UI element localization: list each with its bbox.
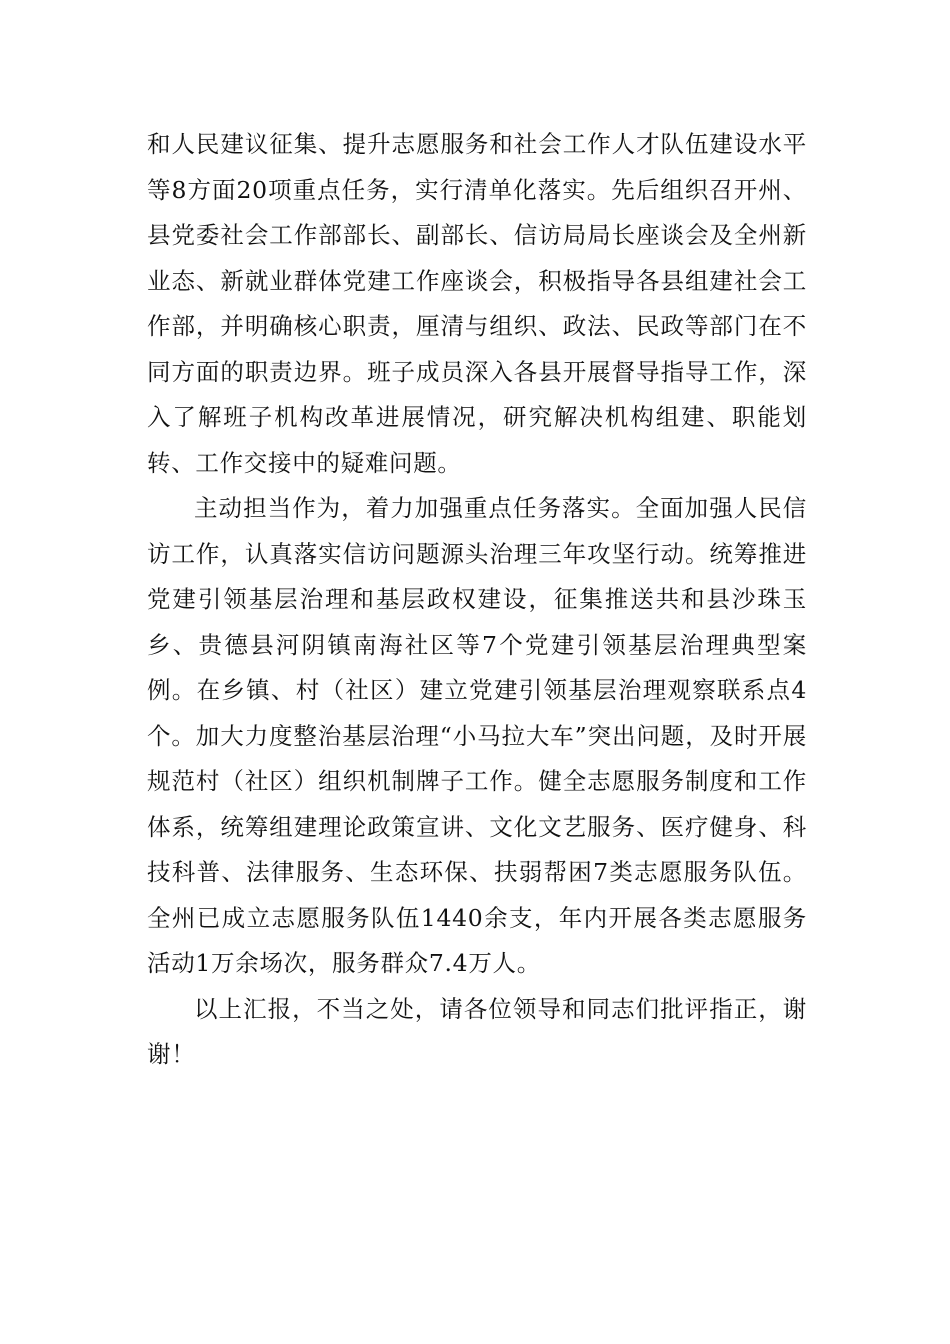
paragraph-closing: 以上汇报，不当之处，请各位领导和同志们批评指正，谢谢！ [147,994,807,1068]
paragraph-continuation: 和人民建议征集、提升志愿服务和社会工作人才队伍建设水平等8方面20项重点任务，实行清单化落实。先后组织召开州、县党委社会工作部部长、副部长、信访局局长座谈会及全州新业态、新就业群体党建工作座谈会，积极指导各县组建社会工作部，并明确核心职责，厘清与组织、政法、民政等部门在不同方面的职责边界。班子成员深入各县开展督导指导工作，深入了解班子机构改革进展情况，研究解决机构组建、职能划转、工作交接中的疑难问题。 [147,130,807,477]
document-body [147,122,807,1078]
paragraph-key-tasks: 主动担当作为，着力加强重点任务落实。全面加强人民信访工作，认真落实信访问题源头治理三年攻坚行动。统筹推进党建引领基层治理和基层政权建设，征集推送共和县沙珠玉乡、贵德县河阴镇南海社区等7个党建引领基层治理典型案例。在乡镇、村（社区）建立党建引领基层治理观察联系点4个。加大力度整治基层治理“小马拉大车”突出问题，及时开展规范村（社区）组织机制牌子工作。健全志愿服务制度和工作体系，统筹组建理论政策宣讲、文化文艺服务、医疗健身、科技科普、法律服务、生态环保、扶弱帮困7类志愿服务队伍。全州已成立志愿服务队伍1440余支，年内开展各类志愿服务活动1万余场次，服务群众7.4万人。 [147,494,807,977]
